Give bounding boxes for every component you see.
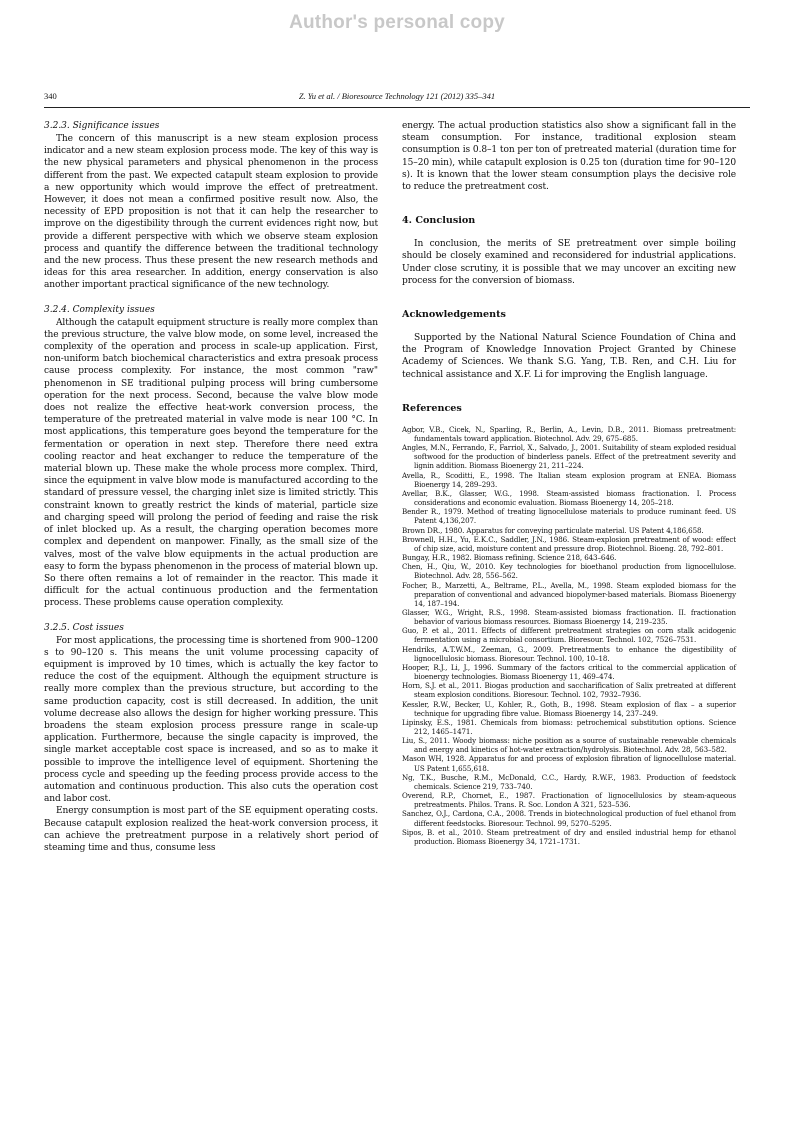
reference-item: Brown DR., 1980. Apparatus for conveying particulate material. US Patent 4,186,658.: [402, 525, 704, 535]
paragraph-significance: The concern of this manuscript is a new steam explosion process indicator and a new steam explosion process mode. The key of this way is the new physical parameters and physical phenomenon in the process different from the past. We expected catapult steam explosion to provide a new opportunity which would improve the effect of pretreatment. However, it does not mean a confirmed positive result now. Also, the necessity of EPD proposition is not that it can help the researcher to improve on the digestibility through the current evidences right now, but provide a different perspective with which we observe steam explosion process and quantify the difference between the traditional technology and the new process. Thus these present the new research methods and ideas for this area researcher. In addition, energy conservation is also another important practical significance of the new technology.: [44, 134, 378, 291]
reference-item: Bender R., 1979. Method of treating lignocellulose materials to produce ruminant feed. US Patent 4,136,207.: [402, 507, 736, 526]
reference-item: Sanchez, O.J., Cardona, C.A., 2008. Trends in biotechnological production of fuel ethanol from different feedstocks. Bioresour. Technol. 99, 5270–5295.: [402, 809, 736, 828]
reference-item: Hooper, R.J., Li, J., 1996. Summary of the factors critical to the commercial application of bioenergy technologies. Biomass Bioenergy 11, 469–474.: [402, 662, 736, 682]
reference-item: Horn, S.J. et al., 2011. Biogas production and saccharification of Salix pretreated at different steam explosion conditions. Bioresour. Technol. 102, 7932–7936.: [402, 681, 736, 700]
watermark: Author's personal copy: [289, 12, 505, 33]
paragraph-acknowledgements: Supported by the National Natural Science Foundation of China and the Program of Knowledge Innovation Project Granted by Chinese Academy of Sciences. We thank S.G. Yang, T.B. Ren, and C.H. Liu for technical assistance and X.F. Li for improving the English language.: [402, 333, 736, 380]
reference-item: Brownell, H.H., Yu, E.K.C., Saddler, J.N., 1986. Steam-explosion pretreatment of wood: effect of chip size, acid, moisture content and pressure drop. Biotechnol. Bioeng. 28, 792–801.: [402, 534, 736, 553]
paragraph-cost-2: Energy consumption is most part of the SE equipment operating costs. Because catapult explosion realized the heat-work conversion process, it can achieve the pretreatment purpose in a relatively short period of steaming time and thus, consume less: [44, 806, 378, 853]
running-head-citation: Z. Yu et al. / Bioresource Technology 121 (2012) 335–341: [298, 91, 496, 101]
paragraph-complexity: Although the catapult equipment structure is really more complex than the previous structure, the valve blow mode, on some level, increased the complexity of the operation and process in scale-up application. First, non-uniform batch biochemical characteristics and extra presoak process cause process complexity. For instance, the most common "raw" phenomenon in SE traditional pulping process will bring cumbersome operation for the next process. Second, because the valve blow mode does not realize the effective heat-work conversion process, the temperature of the pretreated material in valve mode is near 100 °C. In most applications, this temperature goes beyond the temperature for the fermentation or operation in next step. Therefore there need extra cooling reactor and heat exchanger to reduce the temperature of the material blown up. These make the whole process more complex. Third, since the equipment in valve blow mode is manufactured according to the standard of pressure vessel, the charging inlet size is limited strictly. This constraint known to greatly restrict the kinds of material, particle size and charging speed will prolong the period of feeding and raise the risk of inlet blocked up. As a result, the charging operation becomes more complex and dependent on manpower. Finally, as the small size of the valves, most of the valve blow equipments in the actual production are easy to form the bypass phenomenon in the process of material blown up. So there often remains a lot of remainder in the reactor. This made it difficult for the actual continuous production and the fermentation process. These problems cause operation complexity.: [44, 317, 378, 609]
reference-item: Avellar, B.K., Glasser, W.G., 1998. Steam-assisted biomass fractionation. I. Process considerations and economic evaluation. Biomass Bioenergy 14, 205–218.: [402, 488, 736, 508]
paragraph-conclusion: In conclusion, the merits of SE pretreatment over simple boiling should be closely examined and reconsidered for industrial applications. Under close scrutiny, it is possible that we may uncover an exciting new process for the conversion of biomass.: [402, 239, 736, 286]
subsection-title-significance: 3.2.3. Significance issues: [44, 121, 160, 131]
reference-item: Focher, B., Marzetti, A., Beltrame, P.L., Avella, M., 1998. Steam exploded biomass for the preparation of conventional and advanced biopolymer-based materials. Biomass Bioenergy 14, 187–194.: [402, 580, 736, 608]
reference-item: Chen, H., Qiu, W., 2010. Key technologies for bioethanol production from lignocellulose. Biotechnol. Adv. 28, 556–562.: [402, 562, 736, 581]
reference-list: [402, 425, 736, 846]
paragraph-cost-continued: energy. The actual production statistics also show a significant fall in the steam consumption. For instance, traditional explosion steam consumption is 0.8–1 ton per ton of pretreated material (duration time for 15–20 min), while catapult explosion is 0.25 ton (duration time for 90–120 s). It is known that the lower steam consumption plays the decisive role to reduce the pretreatment cost.: [402, 121, 736, 193]
reference-item: Overend, R.P., Chornet, E., 1987. Fractionation of lignocellulosics by steam-aqueous pretreatments. Philos. Trans. R. Soc. London A 321, 523–536.: [402, 791, 736, 810]
reference-item: Ng, T.K., Busche, R.M., McDonald, C.C., Hardy, R.W.F., 1983. Production of feedstock chemicals. Science 219, 733–740.: [402, 772, 736, 791]
reference-item: Mason WH, 1928. Apparatus for and process of explosion fibration of lignocellulose material. US Patent 1,655,618.: [402, 754, 736, 773]
page-number: 340: [44, 91, 57, 101]
reference-item: Guo, P. et al., 2011. Effects of different pretreatment strategies on corn stalk acidogenic fermentation using a microbial consortium. Bioresour. Technol. 102, 7526–7531.: [402, 626, 736, 645]
right-column: [402, 120, 736, 846]
section-title-references: References: [402, 402, 462, 414]
section-title-conclusion: 4. Conclusion: [402, 215, 476, 227]
left-column: [44, 120, 378, 854]
reference-item: Hendriks, A.T.W.M., Zeeman, G., 2009. Pretreatments to enhance the digestibility of lignocellulosic biomass. Bioresour. Technol. 100, 10–18.: [402, 644, 736, 663]
reference-item: Liu, S., 2011. Woody biomass: niche position as a source of sustainable renewable chemicals and energy and kinetics of hot-water extraction/hydrolysis. Biotechnol. Adv. 28, 563–582.: [402, 736, 736, 755]
reference-item: Sipos, B. et al., 2010. Steam pretreatment of dry and ensiled industrial hemp for ethanol production. Biomass Bioenergy 34, 1721–1731.: [402, 827, 736, 846]
reference-item: Kessler, R.W., Becker, U., Kohler, R., Goth, B., 1998. Steam explosion of flax – a superior technique for upgrading fibre value. Biomass Bioenergy 14, 237–249.: [402, 699, 736, 718]
reference-item: Glasser, W.G., Wright, R.S., 1998. Steam-assisted biomass fractionation. II. fractionation behavior of various biomass resources. Biomass Bioenergy 14, 219–235.: [402, 607, 736, 627]
reference-item: Avella, R., Scoditti, E., 1998. The Italian steam explosion program at ENEA. Biomass Bioenergy 14, 289–293.: [402, 470, 736, 489]
reference-item: Agbor, V.B., Cicek, N., Sparling, R., Berlin, A., Levin, D.B., 2011. Biomass pretreatment: fundamentals toward application. Biotechnol. Adv. 29, 675–685.: [402, 424, 736, 443]
running-header: [44, 91, 750, 105]
reference-item: Bungay, H.R., 1982. Biomass refining. Science 218, 643–646.: [402, 553, 617, 563]
paragraph-cost-1: For most applications, the processing time is shortened from 900–1200 s to 90–120 s. This means the unit volume processing capacity of equipment is improved by 10 times, which is actually the key factor to reduce the cost of the equipment. Although the equipment structure is really more complex than the previous structure, but according to the same production capacity, cost is still decreased. In addition, the unit volume decrease also allows the design for higher working pressure. This broadens the steam explosion process pressure range in scale-up application. Furthermore, because the single capacity is improved, the single market acceptable cost space is increased, and so as to make it possible to improve the intelligence level of equipment. Shortening the process cycle and speeding up the feeding process provide access to the automation and continuous production. This also cuts the operation cost and labor cost.: [44, 635, 378, 805]
reference-item: Angles, M.N., Ferrando, F., Farriol, X., Salvado, J., 2001. Suitability of steam exploded residual softwood for the production of binderless panels. Effect of the pretreatment severity and lignin addition. Biomass Bioenergy 21, 211–224.: [402, 443, 736, 471]
subsection-title-cost: 3.2.5. Cost issues: [44, 622, 124, 633]
subsection-title-complexity: 3.2.4. Complexity issues: [44, 304, 155, 315]
header-rule: [44, 107, 750, 108]
reference-item: Lipinsky, E.S., 1981. Chemicals from biomass: petrochemical substitution options. Science 212, 1465–1471.: [402, 717, 736, 736]
section-title-acknowledgements: Acknowledgements: [402, 309, 506, 321]
